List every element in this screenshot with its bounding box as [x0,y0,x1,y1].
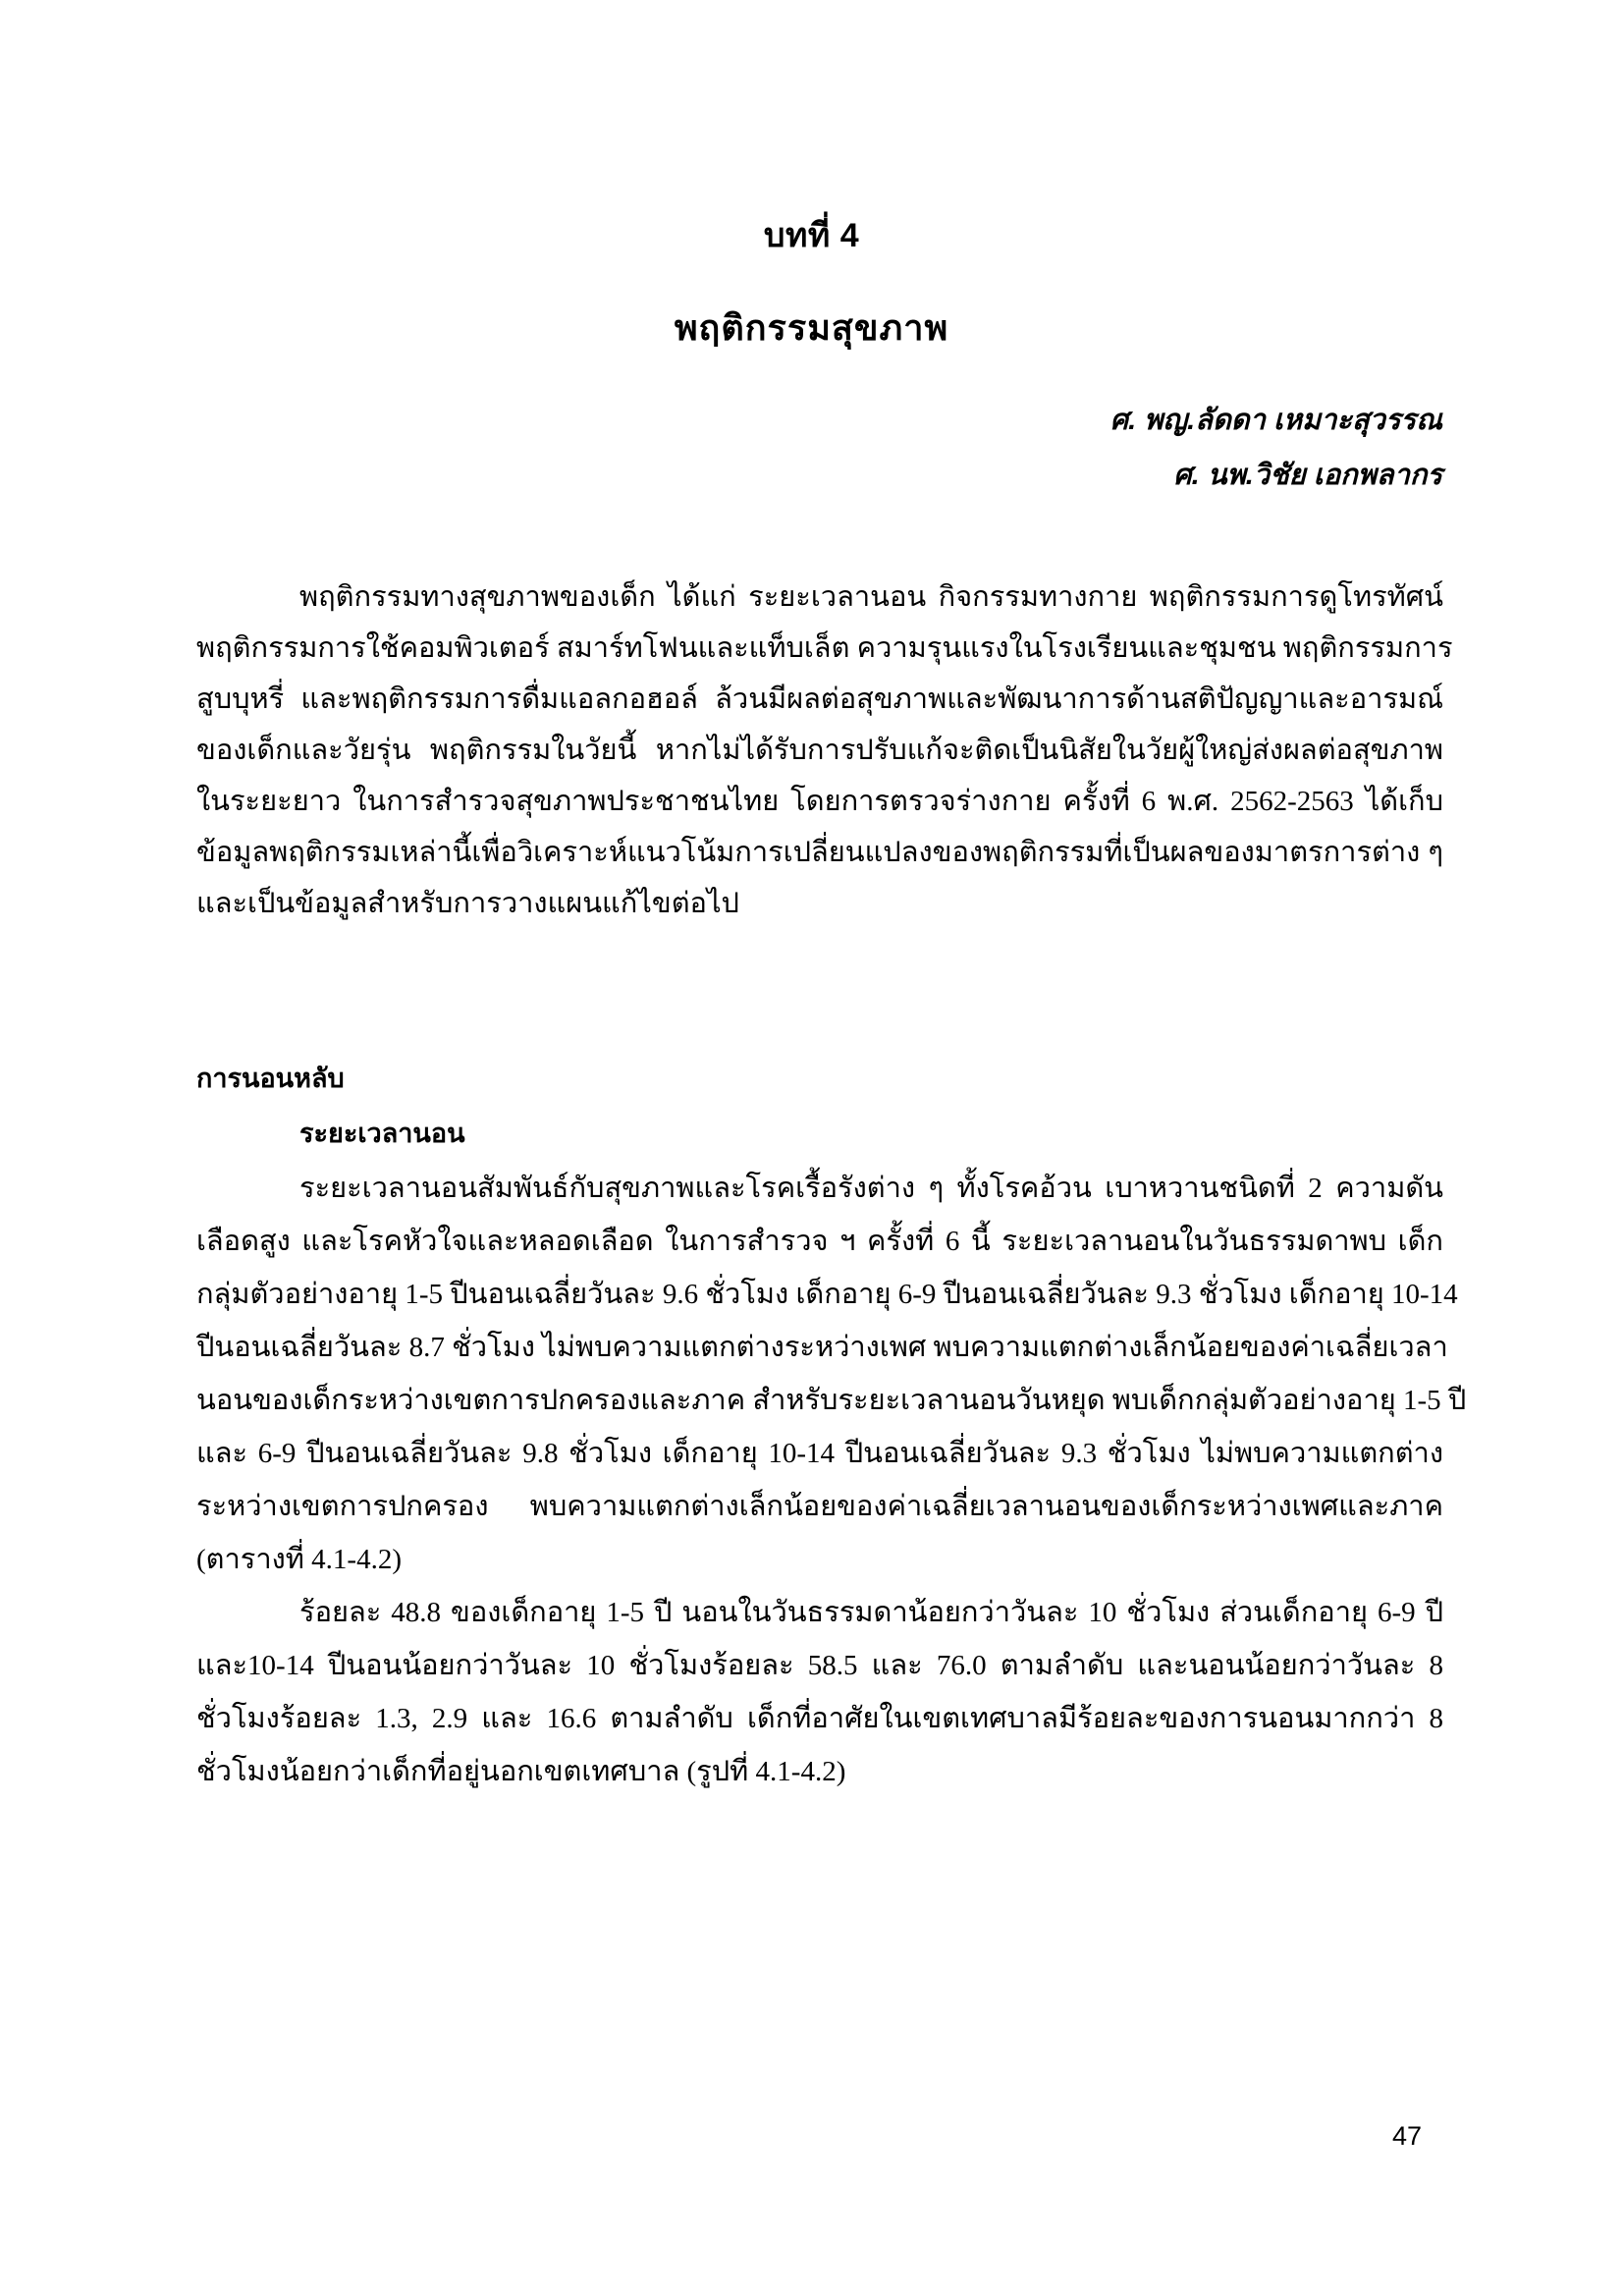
text-line: และ10-14 ปีนอนน้อยกว่าวันละ 10 ชั่วโมงร้อยละ 58.5 และ 76.0 ตามลำดับ และนอนน้อยกว่าวันละ 8 [196,1650,1443,1681]
text-line: ระยะเวลานอนสัมพันธ์กับสุขภาพและโรคเรื้อรังต่าง ๆ ทั้งโรคอ้วน เบาหวานชนิดที่ 2 ความดัน [299,1173,1443,1204]
text-line: และ 6-9 ปีนอนเฉลี่ยวันละ 9.8 ชั่วโมง เด็กอายุ 10-14 ปีนอนเฉลี่ยวันละ 9.3 ชั่วโมง ไม่พบความแตกต่าง [196,1438,1443,1469]
page-number: 47 [1392,2121,1423,2151]
section-heading: การนอนหลับ [196,1064,345,1093]
text-line: นอนของเด็กระหว่างเขตการปกครองและภาค สำหรับระยะเวลานอนวันหยุด พบเด็กกลุ่มตัวอย่างอายุ 1-5 ปี [196,1385,1467,1416]
chapter-number: บทที่ 4 [763,217,860,254]
text-line: กลุ่มตัวอย่างอายุ 1-5 ปีนอนเฉลี่ยวันละ 9.6 ชั่วโมง เด็กอายุ 6-9 ปีนอนเฉลี่ยวันละ 9.3 ชั่วโมง เด็กอายุ 10-14 [196,1279,1458,1310]
subsection-heading: ระยะเวลานอน [299,1119,465,1148]
text-line: ของเด็กและวัยรุ่น พฤติกรรมในวัยนี้ หากไม่ได้รับการปรับแก้จะติดเป็นนิสัยในวัยผู้ใหญ่ส่งผลต่อสุขภาพ [196,735,1443,766]
text-line: (ตารางที่ 4.1-4.2) [196,1544,402,1575]
text-line: ในระยะยาว ในการสำรวจสุขภาพประชาชนไทย โดยการตรวจร่างกาย ครั้งที่ 6 พ.ศ. 2562-2563 ได้เก็บ [196,786,1443,817]
text-line: พฤติกรรมทางสุขภาพของเด็ก ได้แก่ ระยะเวลานอน กิจกรรมทางกาย พฤติกรรมการดูโทรทัศน์ [299,581,1443,613]
author-name: ศ. พญ.ลัดดา เหมาะสุวรรณ [1109,405,1442,436]
chapter-title: พฤติกรรมสุขภาพ [674,307,949,348]
author-name: ศ. นพ.วิชัย เอกพลากร [1173,460,1442,491]
text-line: ชั่วโมงร้อยละ 1.3, 2.9 และ 16.6 ตามลำดับ เด็กที่อาศัยในเขตเทศบาลมีร้อยละของการนอนมากกว่า 8 [196,1703,1443,1734]
text-line: พฤติกรรมการใช้คอมพิวเตอร์ สมาร์ทโฟนและแท็บเล็ต ความรุนแรงในโรงเรียนและชุมชน พฤติกรรมการ [196,632,1453,664]
text-line: เลือดสูง และโรคหัวใจและหลอดเลือด ในการสำรวจ ฯ ครั้งที่ 6 นี้ ระยะเวลานอนในวันธรรมดาพบ เด็ก [196,1226,1443,1257]
author-list [1110,393,1442,503]
text-line: ข้อมูลพฤติกรรมเหล่านี้เพื่อวิเคราะห์แนวโน้มการเปลี่ยนแปลงของพฤติกรรมที่เป็นผลของมาตรการต่าง ๆ [196,837,1443,868]
text-line: สูบบุหรี่ และพฤติกรรมการดื่มแอลกอฮอล์ ล้วนมีผลต่อสุขภาพและพัฒนาการด้านสติปัญญาและอารมณ์ [196,683,1443,715]
text-line: ร้อยละ 48.8 ของเด็กอายุ 1-5 ปี นอนในวันธรรมดาน้อยกว่าวันละ 10 ชั่วโมง ส่วนเด็กอายุ 6-9 ปี [299,1597,1443,1628]
text-line: ปีนอนเฉลี่ยวันละ 8.7 ชั่วโมง ไม่พบความแตกต่างระหว่างเพศ พบความแตกต่างเล็กน้อยของค่าเฉลี่ยเวลา [196,1332,1448,1363]
text-line: และเป็นข้อมูลสำหรับการวางแผนแก้ไขต่อไป [196,888,739,919]
text-line: ระหว่างเขตการปกครอง พบความแตกต่างเล็กน้อยของค่าเฉลี่ยเวลานอนของเด็กระหว่างเพศและภาค [196,1491,1443,1522]
text-line: ชั่วโมงน้อยกว่าเด็กที่อยู่นอกเขตเทศบาล (รูปที่ 4.1-4.2) [196,1756,846,1787]
